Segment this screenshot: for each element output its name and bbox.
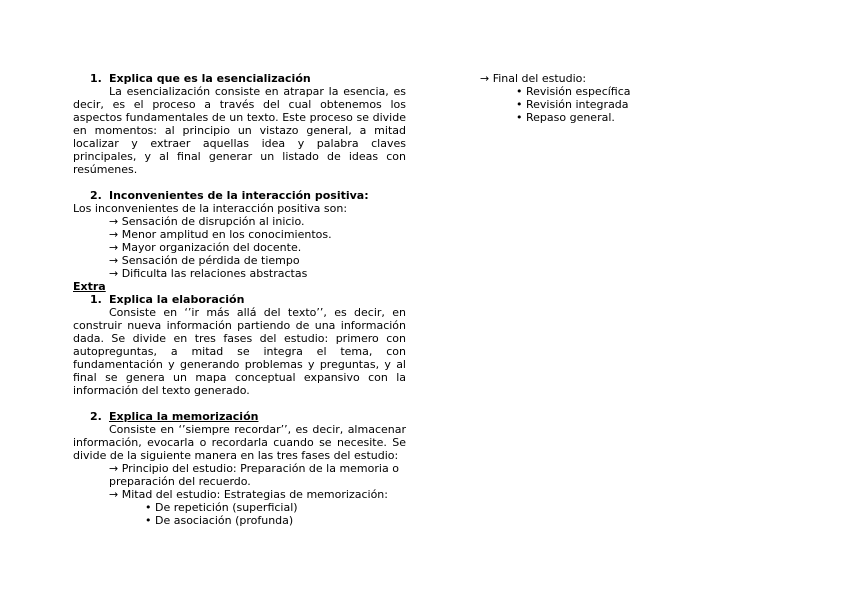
extra-label: Extra (73, 280, 106, 293)
elaboracion-title: Explica la elaboración (109, 293, 245, 306)
elaboracion-heading (90, 293, 406, 306)
section1-number: 1. (90, 72, 102, 85)
list-item: → Mayor organización del docente. (109, 241, 302, 254)
phase3: → Final del estudio: (480, 72, 587, 85)
bullet-item: • De asociación (profunda) (145, 514, 294, 527)
bullet-item: • Revisión integrada (516, 98, 629, 111)
section2-heading (90, 189, 406, 202)
phase2: → Mitad del estudio: Estrategias de memorización: (109, 488, 388, 501)
list-item: → Menor amplitud en los conocimientos. (109, 228, 332, 241)
memorizacion-number: 2. (90, 410, 102, 423)
bullet-item: • Revisión específica (516, 85, 631, 98)
list-item: → Dificulta las relaciones abstractas (109, 267, 308, 280)
memorizacion-title: Explica la memorización (109, 410, 259, 423)
bullet-item: • Repaso general. (516, 111, 615, 124)
list-item: → Sensación de pérdida de tiempo (109, 254, 300, 267)
elaboracion-number: 1. (90, 293, 102, 306)
list-item: → Sensación de disrupción al inicio. (109, 215, 305, 228)
left-column (73, 72, 406, 527)
section2-intro: Los inconvenientes de la interacción positiva son: (73, 202, 348, 215)
section1-paragraph: La esencialización consiste en atrapar la esencia, es decir, es el proceso a través del cual obtenemos los aspectos fundamentales de un texto. Este proceso se divide en momentos: al principio un vistazo general, a mitad localizar y extraer aquellas idea y palabra claves principales, y al final generar un listado de ideas con resúmenes. (73, 85, 406, 176)
section2-title: Inconvenientes de la interacción positiva: (109, 189, 369, 202)
right-column (480, 72, 680, 124)
phase1-line1: → Principio del estudio: Preparación de la memoria o (109, 462, 399, 475)
memorizacion-heading (90, 410, 406, 423)
memorizacion-paragraph: Consiste en ‘’siempre recordar’’, es decir, almacenar información, evocarla o recordarla cuando se necesite. Se divide de la siguiente manera en las tres fases del estudio: (73, 423, 406, 462)
section1-title: Explica que es la esencialización (109, 72, 311, 85)
bullet-item: • De repetición (superficial) (145, 501, 298, 514)
section1-heading (90, 72, 406, 85)
elaboracion-paragraph: Consiste en ‘’ir más allá del texto’’, es decir, en construir nueva información partiendo de una información dada. Se divide en tres fases del estudio: primero con autopreguntas, a mitad se integra el tema, con fundamentación y generando problemas y preguntas, y al final se genera un mapa conceptual expansivo con la información del texto generado. (73, 306, 406, 397)
section2-number: 2. (90, 189, 102, 202)
phase1-line2: preparación del recuerdo. (109, 475, 251, 488)
